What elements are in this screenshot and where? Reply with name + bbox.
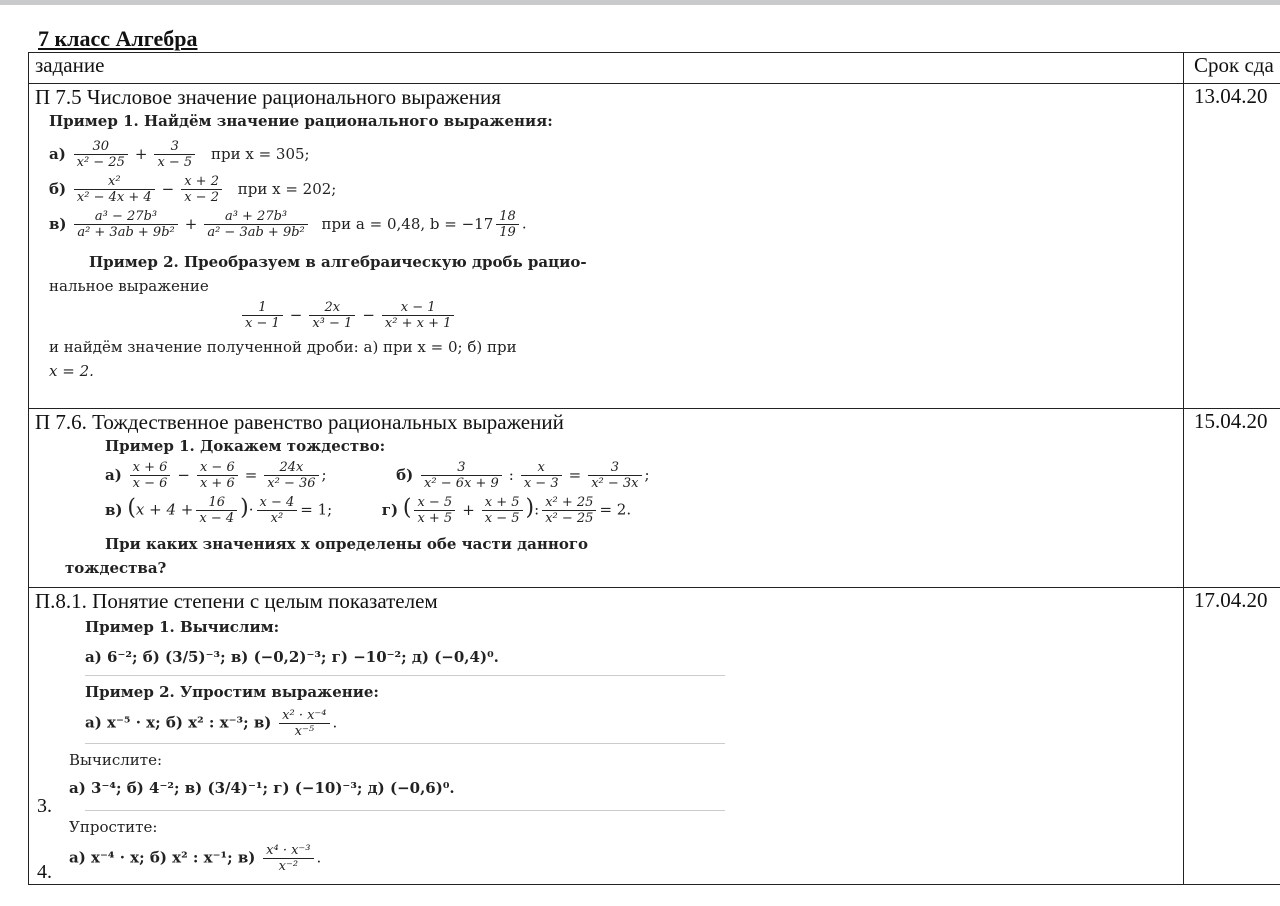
fraction: $\frac{x - 4}{\text{x²}}$: [257, 495, 298, 526]
table-row: [29, 84, 1280, 409]
example-heading: Пример 1. Вычислим:: [85, 618, 280, 636]
fraction: $\frac{3}{\text{x² − 6x + 9}}$: [421, 460, 502, 491]
example-line: а) x⁻⁵ · x; б) x² : x⁻³; в) $\frac{\text{x² · x⁻⁴}}{\text{x⁻⁵}}$ .: [85, 708, 338, 739]
fraction: $\frac{30}{\text{x² − 25}}$: [74, 139, 128, 170]
deadline-cell: 13.04.20: [1184, 84, 1280, 409]
fraction: $\frac{16}{x - 4}$: [196, 495, 237, 526]
example-line: в) $\frac{\text{a³ − 27b³}}{\text{a² + 3ab + 9b²}}$ + $\frac{\text{a³ + 27b³}}{\text{a² − 3ab + 9b²}}$ при a = 0,48, b = −17 $\frac{18}{19}$ .: [49, 209, 527, 240]
assignments-table: [28, 52, 1280, 885]
divider: [85, 675, 725, 676]
example-heading: Пример 2. Упростим выражение:: [85, 683, 379, 701]
fraction: $\frac{18}{19}$: [496, 209, 519, 240]
header-deadline: Срок сда: [1184, 53, 1280, 84]
fraction: $\frac{\text{x² + 25}}{\text{x² − 25}}$: [542, 495, 596, 526]
lesson-title: П.8.1. Понятие степени с целым показателем: [35, 589, 438, 613]
divider: [85, 743, 725, 744]
table-row: [29, 409, 1280, 588]
task-cell: [29, 588, 1184, 885]
task-cell: [29, 409, 1184, 588]
page-title: 7 класс Алгебра: [38, 26, 198, 51]
lesson-title: П 7.5 Числовое значение рационального выражения: [35, 85, 501, 109]
fraction: $\frac{x - 1}{\text{x² + x + 1}}$: [382, 300, 454, 331]
example-heading: Пример 2. Преобразуем в алгебраическую дробь рацио-: [89, 253, 587, 271]
deadline-cell: 15.04.20: [1184, 409, 1280, 588]
header-task: задание: [29, 53, 1184, 84]
fraction: $\frac{\text{x²}}{\text{x² − 4x + 4}}$: [74, 174, 155, 205]
exercise-line: а) x⁻⁴ · x; б) x² : x⁻¹; в) $\frac{\text{x⁴ · x⁻³}}{\text{x⁻²}}$ .: [69, 843, 322, 874]
fraction: $\frac{x - 6}{x + 6}$: [197, 460, 238, 491]
example-text: x = 2.: [49, 362, 94, 380]
example-heading: Пример 1. Докажем тождество:: [105, 437, 386, 455]
example-text: тождества?: [65, 559, 167, 577]
fraction: $\frac{2x}{\text{x³ − 1}}$: [309, 300, 355, 331]
example-line: а) $\frac{30}{\text{x² − 25}}$ + $\frac{3}{x - 5}$ при x = 305;: [49, 139, 310, 170]
lesson-title: П 7.6. Тождественное равенство рациональных выражений: [35, 410, 564, 434]
fraction: $\frac{24x}{\text{x² − 36}}$: [264, 460, 318, 491]
example-line: б) $\frac{\text{x²}}{\text{x² − 4x + 4}}$ − $\frac{x + 2}{x - 2}$ при x = 202;: [49, 174, 337, 205]
fraction: $\frac{1}{x - 1}$: [242, 300, 283, 331]
example-text: При каких значениях x определены обе части данного: [105, 535, 589, 553]
exercise-heading: Упростите:: [69, 818, 158, 836]
fraction: $\frac{\text{a³ + 27b³}}{\text{a² − 3ab + 9b²}}$: [204, 209, 307, 240]
fraction: $\frac{3}{\text{x² − 3x}}$: [588, 460, 641, 491]
item-number-4: 4.: [37, 861, 52, 883]
task-cell: [29, 84, 1184, 409]
fraction: $\frac{\text{a³ − 27b³}}{\text{a² + 3ab + 9b²}}$: [74, 209, 177, 240]
example-line: в) (x + 4 + $\frac{16}{x - 4}$ )· $\frac{x - 4}{\text{x²}}$ = 1; г) ( $\frac{x - 5}{x + 5}$ + $\frac{x + 5}{x - 5}$ ): $\frac{\text{x² + 25}}{\text{x² − 25}}$ = 2.: [105, 495, 632, 526]
example-text: нальное выражение: [49, 277, 209, 295]
fraction: $\frac{x + 2}{x - 2}$: [181, 174, 222, 205]
fraction: $\frac{x}{x - 3}$: [521, 460, 562, 491]
example-line: а) $\frac{x + 6}{x - 6}$ − $\frac{x - 6}{x + 6}$ = $\frac{24x}{\text{x² − 36}}$ ; б) $\frac{3}{\text{x² − 6x + 9}}$ : $\frac{x}{x - 3}$ = $\frac{3}{\text{x² − 3x}}$ ;: [105, 460, 650, 491]
example-text: и найдём значение полученной дроби: а) при x = 0; б) при: [49, 338, 517, 356]
exercise-heading: Вычислите:: [69, 751, 163, 769]
deadline-cell: 17.04.20: [1184, 588, 1280, 885]
divider: [85, 810, 725, 811]
fraction: $\frac{x - 5}{x + 5}$: [414, 495, 455, 526]
table-row: [29, 588, 1280, 885]
fraction: $\frac{\text{x² · x⁻⁴}}{\text{x⁻⁵}}$: [279, 708, 329, 739]
example-line: а) 6⁻²; б) (3/5)⁻³; в) (−0,2)⁻³; г) −10⁻²; д) (−0,4)⁰.: [85, 648, 499, 666]
example-heading: Пример 1. Найдём значение рационального выражения:: [49, 112, 553, 130]
fraction: $\frac{3}{x - 5}$: [154, 139, 195, 170]
item-number-3: 3.: [37, 795, 52, 817]
fraction: $\frac{x + 5}{x - 5}$: [482, 495, 523, 526]
exercise-line: а) 3⁻⁴; б) 4⁻²; в) (3/4)⁻¹; г) (−10)⁻³; д) (−0,6)⁰.: [69, 779, 455, 797]
fraction: $\frac{\text{x⁴ · x⁻³}}{\text{x⁻²}}$: [263, 843, 313, 874]
fraction: $\frac{x + 6}{x - 6}$: [130, 460, 171, 491]
top-bar: [0, 0, 1280, 5]
example-line: $\frac{1}{x - 1}$ − $\frac{2x}{\text{x³ − 1}}$ − $\frac{x - 1}{\text{x² + x + 1}}$: [49, 300, 1183, 331]
table-header-row: [29, 53, 1280, 84]
